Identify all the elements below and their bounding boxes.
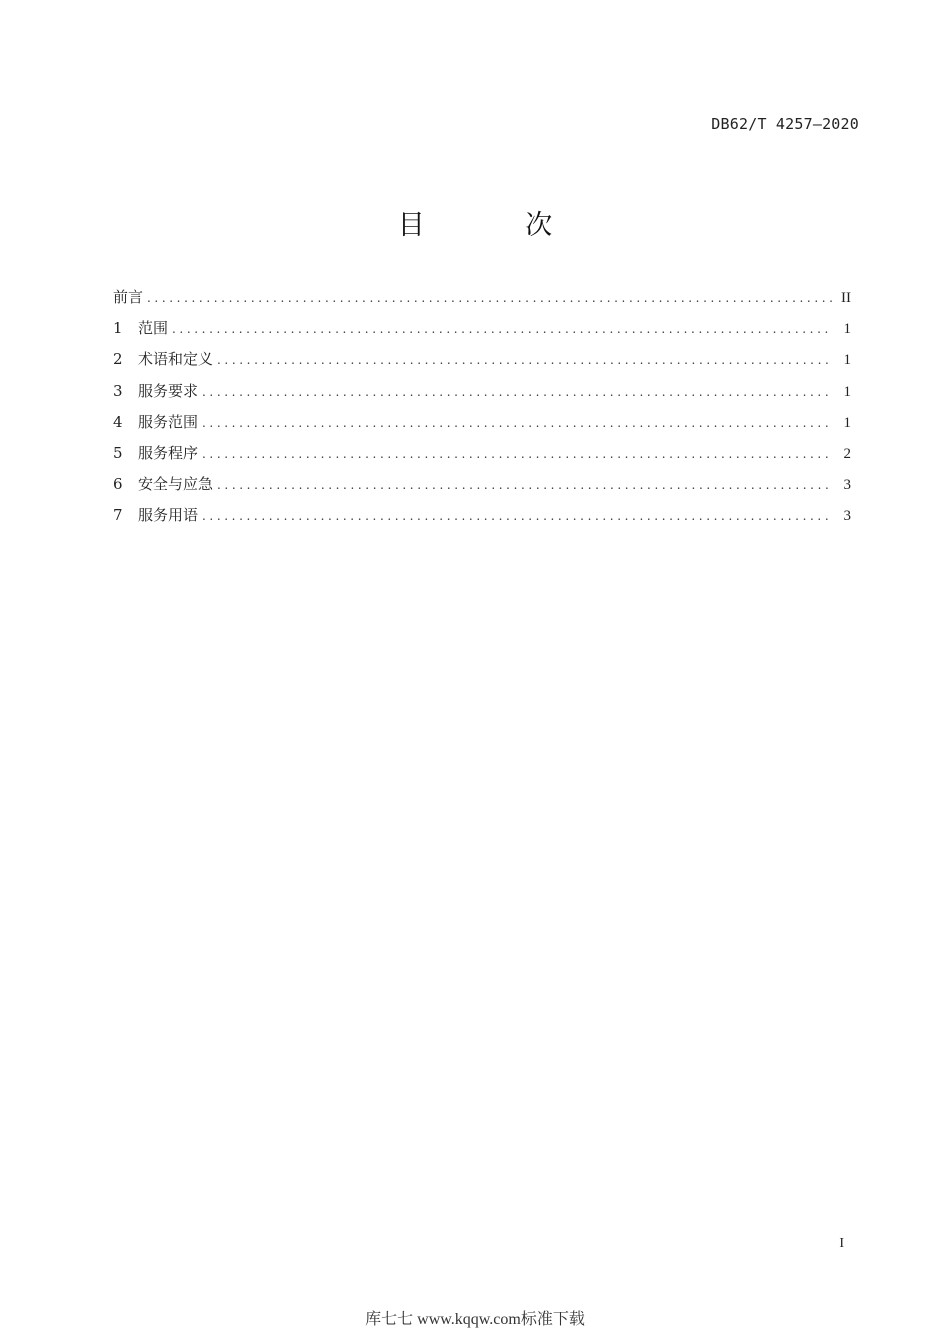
toc-entry-scope[interactable] <box>113 317 851 348</box>
toc-entry-safety-emergency[interactable] <box>113 473 851 504</box>
toc-leader-dots <box>172 322 833 336</box>
toc-leader-dots <box>147 291 833 305</box>
toc-entry-page: 1 <box>843 383 851 400</box>
toc-entry-number: 1 <box>113 319 123 338</box>
toc-entry-label: 服务用语 <box>138 506 199 525</box>
document-code: DB62/T 4257—2020 <box>711 115 859 133</box>
toc-entry-number: 7 <box>113 506 123 525</box>
toc-entry-page: 1 <box>843 414 851 431</box>
toc-entry-service-procedure[interactable] <box>113 442 851 473</box>
toc-entry-page: 1 <box>843 352 851 369</box>
toc-leader-dots <box>217 353 833 367</box>
toc-entry-service-language[interactable] <box>113 504 851 535</box>
toc-entry-page: 2 <box>843 445 851 462</box>
toc-entry-page: 3 <box>843 477 851 494</box>
toc-entry-page: 1 <box>843 321 851 338</box>
toc-entry-page: 3 <box>843 508 851 525</box>
toc-entry-label: 安全与应急 <box>138 475 214 494</box>
toc-entry-number: 5 <box>113 443 123 462</box>
page-number: I <box>839 1236 844 1251</box>
toc-entry-label: 前言 <box>113 288 144 306</box>
toc-entry-label: 术语和定义 <box>138 350 214 369</box>
toc-entry-label: 范围 <box>138 319 169 338</box>
toc-entry-number: 6 <box>113 475 123 494</box>
toc-leader-dots <box>202 447 833 461</box>
toc-entry-terms[interactable] <box>113 348 851 379</box>
toc-entry-service-scope[interactable] <box>113 411 851 442</box>
toc-entry-service-requirements[interactable] <box>113 380 851 411</box>
toc-entry-label: 服务范围 <box>138 412 199 431</box>
toc-title: 目 次 <box>397 210 599 241</box>
toc-entry-number: 3 <box>113 381 123 400</box>
toc-leader-dots <box>202 416 833 430</box>
toc-entry-page: II <box>841 290 851 306</box>
toc-entry-label: 服务要求 <box>138 381 199 400</box>
toc-leader-dots <box>202 385 833 399</box>
toc-entry-number: 4 <box>113 412 123 431</box>
source-watermark: 库七七 www.kqqw.com标准下载 <box>365 1311 585 1328</box>
toc-entry-number: 2 <box>113 350 123 369</box>
toc-entry-foreword[interactable] <box>113 286 851 317</box>
toc-entry-label: 服务程序 <box>138 443 199 462</box>
toc-leader-dots <box>217 478 833 492</box>
toc-leader-dots <box>202 509 833 523</box>
table-of-contents <box>113 286 851 536</box>
